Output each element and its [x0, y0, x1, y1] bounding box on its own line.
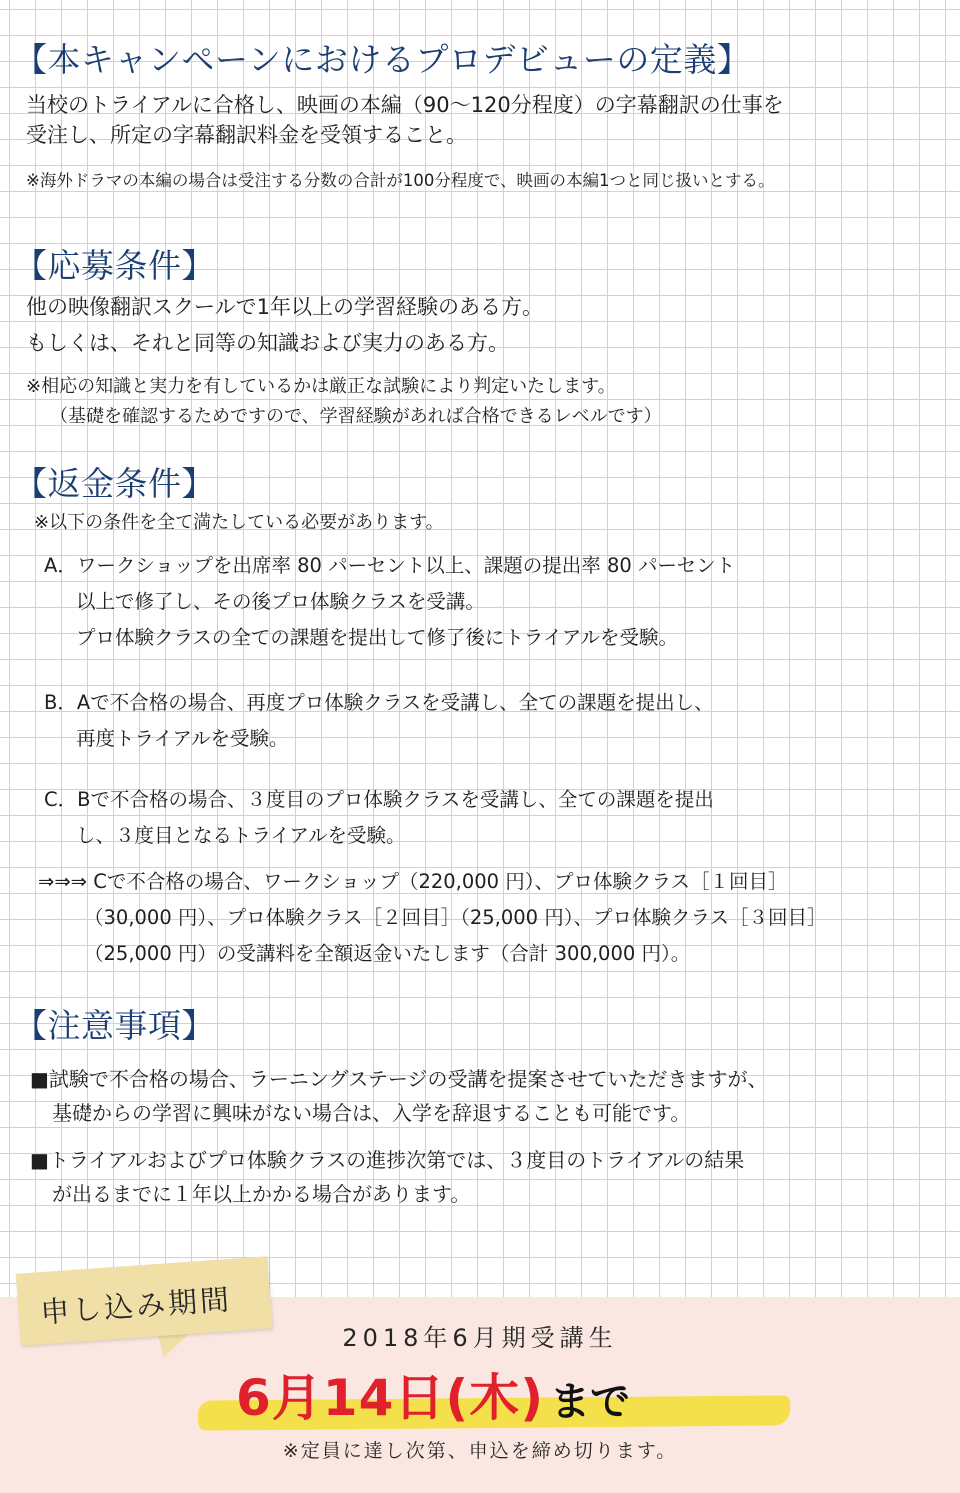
refund-item-line: 以上で修了し、その後プロ体験クラスを受講。 — [76, 590, 485, 613]
definition-line: 受注し、所定の字幕翻訳料金を受領すること。 — [26, 123, 467, 147]
refund-result-line: （30,000 円）、プロ体験クラス［２回目］（25,000 円）、プロ体験クラス［３回目］ — [84, 906, 827, 929]
caution-line: ■試験で不合格の場合、ラーニングステージの受講を提案させていただきますが、 — [30, 1067, 768, 1091]
refund-result-line: ⇒⇒⇒ Cで不合格の場合、ワークショップ（220,000 円）、プロ体験クラス［１回目］ — [38, 870, 788, 893]
refund-item-line: C．Bで不合格の場合、３度目のプロ体験クラスを受講し、全ての課題を提出 — [44, 788, 714, 811]
refund-item-b — [44, 685, 714, 757]
refund-item-line: A．ワークショップを出席率 80 パーセント以上、課題の提出率 80 パーセント — [44, 554, 736, 577]
requirements-notes — [26, 372, 662, 432]
caution-line: が出るまでに１年以上かかる場合があります。 — [52, 1182, 471, 1206]
definition-line: 当校のトライアルに合格し、映画の本編（90〜120分程度）の字幕翻訳の仕事を — [26, 93, 784, 117]
requirements-note: ※相応の知識と実力を有しているかは厳正な試験により判定いたします。 — [26, 376, 616, 397]
refund-result — [38, 864, 826, 972]
refund-item-a — [44, 548, 735, 656]
application-note: ※定員に達し次第、申込を締め切ります。 — [282, 1440, 678, 1462]
caution-line: 基礎からの学習に興味がない場合は、入学を辞退することも可能です。 — [52, 1101, 691, 1125]
refund-item-line: B．Aで不合格の場合、再度プロ体験クラスを受講し、全ての課題を提出し、 — [44, 691, 714, 714]
cautions-heading: 【注意事項】 — [14, 1006, 215, 1045]
refund-item-c — [44, 782, 714, 854]
caution-item-2 — [30, 1143, 744, 1211]
refund-intro: ※以下の条件を全て満たしている必要があります。 — [34, 512, 444, 533]
caution-item-1 — [30, 1062, 768, 1130]
definition-text — [26, 90, 784, 150]
refund-item-line: 再度トライアルを受験。 — [76, 727, 289, 750]
definition-note: ※海外ドラマの本編の場合は受注する分数の合計が100分程度で、映画の本編1つと同じ扱いとする。 — [26, 171, 775, 190]
requirements-text — [26, 292, 543, 358]
requirements-note: （基礎を確認するためですので、学習経験があれば合格できるレベルです） — [50, 406, 662, 427]
deadline-suffix: まで — [550, 1379, 631, 1425]
requirements-heading: 【応募条件】 — [14, 246, 215, 285]
requirements-line: 他の映像翻訳スクールで1年以上の学習経験のある方。 — [26, 295, 543, 319]
application-subtitle: 2018年6月期受講生 — [342, 1324, 618, 1352]
definition-heading: 【本キャンペーンにおけるプロデビューの定義】 — [14, 40, 751, 79]
caution-line: ■トライアルおよびプロ体験クラスの進捗次第では、３度目のトライアルの結果 — [30, 1148, 745, 1172]
deadline-date: 6月14日(木) — [236, 1369, 545, 1427]
refund-heading: 【返金条件】 — [14, 464, 215, 503]
refund-item-line: プロ体験クラスの全ての課題を提出して修了後にトライアルを受験。 — [76, 626, 678, 649]
application-tag-label: 申し込み期間 — [39, 1282, 234, 1330]
refund-result-line: （25,000 円）の受講料を全額返金いたします（合計 300,000 円）。 — [84, 942, 691, 965]
requirements-line: もしくは、それと同等の知識および実力のある方。 — [26, 331, 509, 355]
refund-item-line: し、３度目となるトライアルを受験。 — [76, 824, 406, 847]
deadline — [236, 1358, 630, 1430]
